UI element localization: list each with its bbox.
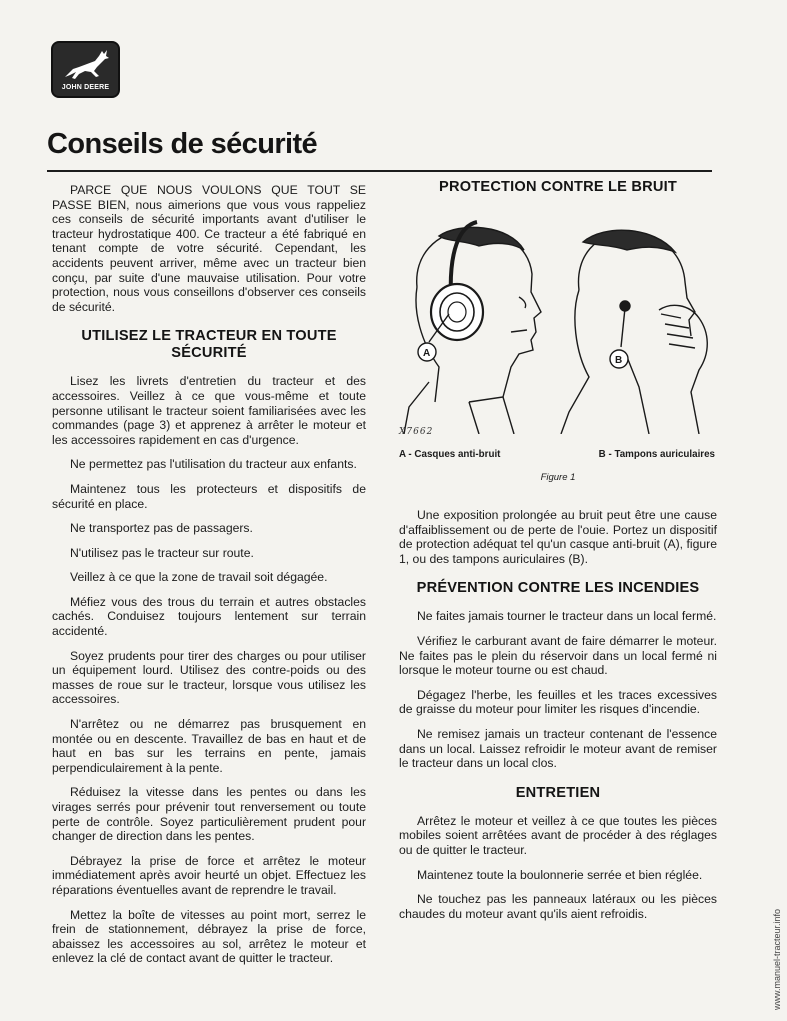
figure-code: X7662 bbox=[399, 427, 434, 437]
safety-paragraph: Débrayez la prise de force et arrêtez le moteur immédiatement après avoir heurté un objet. Effectuez les réparations éventuelles avant de reprendre le travail. bbox=[52, 853, 366, 897]
leaping-deer-icon bbox=[61, 47, 113, 83]
intro-paragraph: PARCE QUE NOUS VOULONS QUE TOUT SE PASSE BIEN, nous aimerions que vous vous rappeliez ces conseils de sécurité importants avant d'utiliser le tracteur hydrostatique 400. Ce tracteur a été fabriqué en tenant compte de votre sécurité. Cependant, les accidents peuvent arriver, même avec un tracteur bien conçu, par suite d'une mauvaise utilisation. Pour votre protection, nous vous conseillons d'observer ces conseils de sécurité. bbox=[52, 183, 366, 314]
safety-paragraph: Soyez prudents pour tirer des charges ou pour utiliser un équipement lourd. Utilisez des contre-poids ou des masses de roue sur le tracteur, lorsque vous utilisez les accessoires. bbox=[52, 648, 366, 707]
fire-paragraph: Vérifiez le carburant avant de faire démarrer le moteur. Ne faites pas le plein du réservoir dans un local fermé ni lorsque le moteur tourne ou est chaud. bbox=[399, 633, 717, 678]
caption-b: B - Tampons auriculaires bbox=[598, 449, 715, 460]
fire-paragraph: Dégagez l'herbe, les feuilles et les traces excessives de graisse du moteur pour limiter les risques d'incendie. bbox=[399, 687, 717, 717]
figure-title: Figure 1 bbox=[540, 472, 576, 483]
safety-paragraph: Maintenez tous les protecteurs et dispositifs de sécurité en place. bbox=[52, 481, 366, 511]
fire-paragraph: Ne remisez jamais un tracteur contenant de l'essence dans un local. Laissez refroidir le moteur avant de remiser le tracteur dans un local clos. bbox=[399, 726, 717, 771]
safety-paragraph: Veillez à ce que la zone de travail soit dégagée. bbox=[70, 570, 328, 585]
callout-label-a: A bbox=[423, 348, 431, 359]
section-heading-maintenance: ENTRETIEN bbox=[515, 784, 601, 801]
safety-paragraph: Lisez les livrets d'entretien du tracteur et des accessoires. Veillez à ce que vous-même et toute personne utilisant le tracteur soient familiarisées avec les commandes (page 3) et apprenez à arrêter le moteur et les accessoires rapidement en cas d'urgence. bbox=[52, 374, 366, 447]
safety-paragraph: Mettez la boîte de vitesses au point mort, serrez le frein de stationnement, débrayez la prise de force, abaissez les accessoires au sol, arrêtez le moteur et enlevez la clé de contact avant de quitter le tracteur. bbox=[52, 907, 366, 966]
safety-paragraph: Méfiez vous des trous du terrain et autres obstacles cachés. Conduisez toujours lentement sur terrain accidenté. bbox=[52, 594, 366, 639]
safety-paragraph: Ne permettez pas l'utilisation du tracteur aux enfants. bbox=[70, 457, 357, 472]
callout-label-b: B bbox=[615, 355, 623, 366]
section-heading-noise: PROTECTION CONTRE LE BRUIT bbox=[439, 179, 677, 195]
right-column bbox=[399, 179, 717, 931]
title-rule bbox=[47, 170, 712, 172]
hearing-protection-illustration bbox=[399, 202, 717, 434]
maintenance-paragraph: Maintenez toute la boulonnerie serrée et bien réglée. bbox=[417, 867, 703, 882]
watermark-url: www.manuel-tracteur.info bbox=[772, 908, 782, 1010]
john-deere-logo bbox=[51, 41, 120, 98]
noise-paragraph: Une exposition prolongée au bruit peut être une cause d'affaiblissement ou de perte de l'ouie. Portez un dispositif de protection adéquat tel qu'un casque anti-bruit (A), figure 1, ou des tampons auriculaires (B). bbox=[399, 508, 717, 566]
safety-paragraph: Ne transportez pas de passagers. bbox=[70, 521, 253, 536]
page-title: Conseils de sécurité bbox=[47, 128, 318, 160]
caption-a: A - Casques anti-bruit bbox=[399, 449, 501, 460]
logo-text: JOHN DEERE bbox=[61, 84, 110, 91]
safety-paragraph: N'utilisez pas le tracteur sur route. bbox=[70, 545, 254, 560]
section-heading-fire: PRÉVENTION CONTRE LES INCENDIES bbox=[416, 580, 700, 597]
maintenance-paragraph: Arrêtez le moteur et veillez à ce que toutes les pièces mobiles soient arrêtées avant de procéder à des réglages ou de quitter le tracteur. bbox=[399, 813, 717, 857]
fire-paragraph: Ne faites jamais tourner le tracteur dans un local fermé. bbox=[417, 609, 717, 624]
section-heading-safe-use: UTILISEZ LE TRACTEUR EN TOUTE SÉCURITÉ bbox=[81, 328, 337, 362]
safety-paragraph: Réduisez la vitesse dans les pentes ou dans les virages serrés pour prévenir tout renversement ou toute perte de contrôle. Soyez particulièrement prudent pour changer de direction dans les pentes. bbox=[52, 785, 366, 844]
figure-1 bbox=[399, 202, 717, 483]
left-column bbox=[52, 183, 366, 976]
maintenance-paragraph: Ne touchez pas les panneaux latéraux ou les pièces chaudes du moteur avant qu'ils aient refroidis. bbox=[399, 892, 717, 921]
safety-paragraph: N'arrêtez ou ne démarrez pas brusquement en montée ou en descente. Travaillez de bas en haut et de haut en bas sur les terrains en pente, jamais perpendiculairement à la pente. bbox=[52, 717, 366, 775]
